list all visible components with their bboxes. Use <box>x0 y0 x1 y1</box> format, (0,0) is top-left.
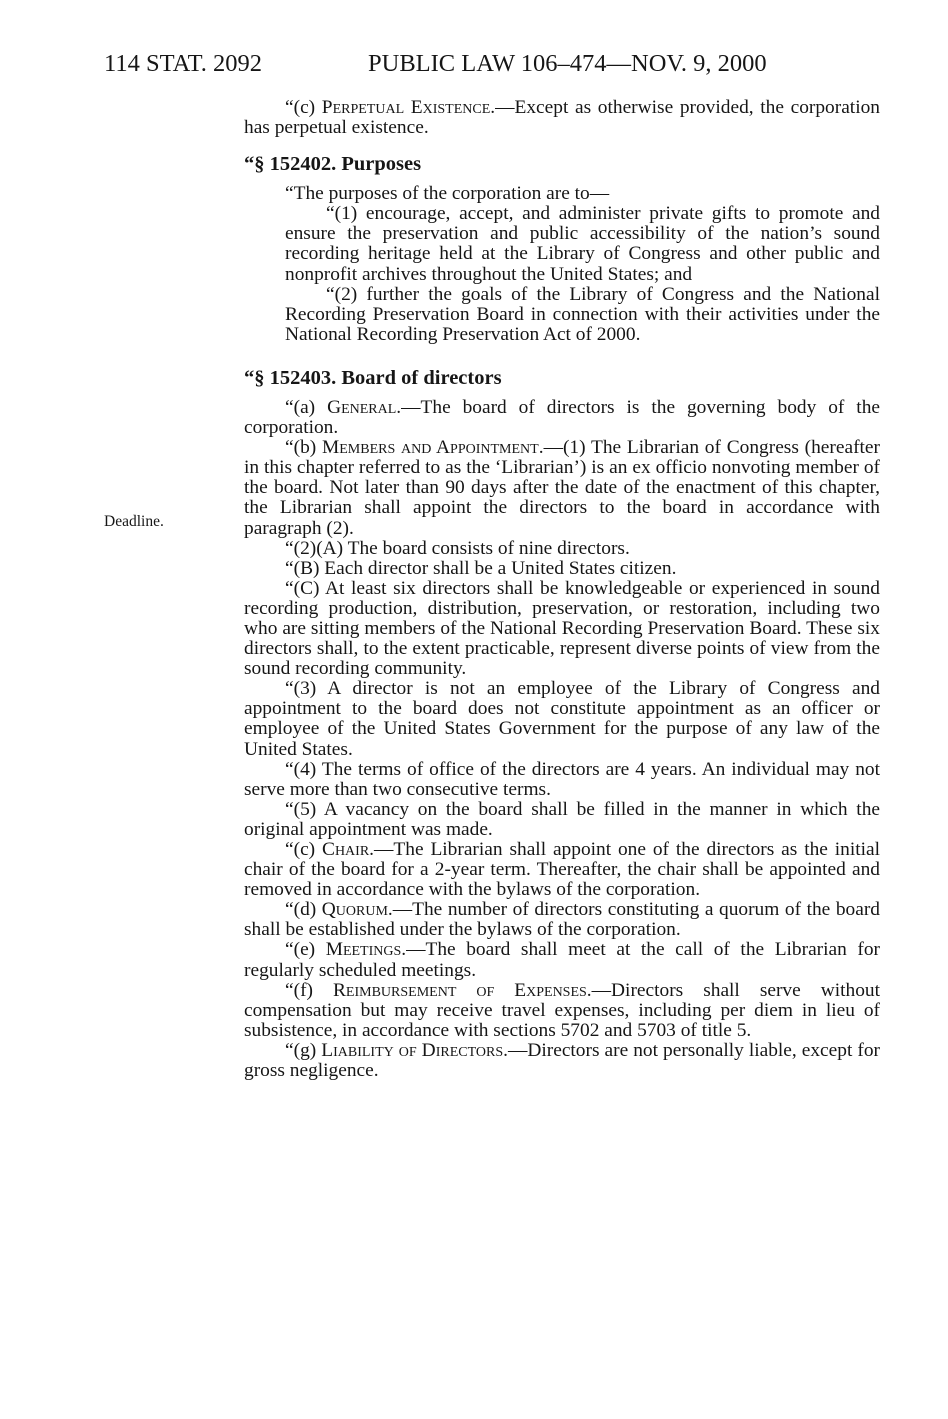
subsection-label: Perpetual Existence. <box>321 97 496 118</box>
subsection-d-quorum: “(d) Quorum.—The number of directors constituting a quorum of the board shall be established under the bylaws of the corporation. <box>244 899 880 941</box>
subsection-f-reimbursement: “(f) Reimbursement of Expenses.—Directors shall serve without compensation but may receive travel expenses, including per diem in lieu of subsistence, in accordance with sections 5702 and 5703 of title 5. <box>244 979 880 1041</box>
subsection-a-general: “(a) General.—The board of directors is the governing body of the corporation. <box>244 396 880 439</box>
subsection-label: Reimbursement of Expenses. <box>332 979 592 1001</box>
subsection-c-chair: “(c) Chair.—The Librarian shall appoint one of the directors as the initial chair of the board for a 2-year term. Thereafter, the chair shall be appointed and removed in accordance with the bylaws of the corporation. <box>244 839 880 901</box>
running-header <box>104 46 804 82</box>
subsection-g-liability: “(g) Liability of Directors.—Directors are not personally liable, except for gross negligence. <box>244 1039 880 1082</box>
purpose-item-1: “(1) encourage, accept, and administer private gifts to promote and ensure the preservation and public accessibility of the nation’s sound recording heritage held at the Library of Congress and other public and nonprofit archives throughout the United States; and <box>285 203 880 285</box>
paragraph-c: “(C) At least six directors shall be knowledgeable or experienced in sound recording production, distribution, preservation, or restoration, including two who are sitting members of the National Recording Preservation Board. These six directors shall, to the extent practicable, represent diverse points of view from the sound recording community. <box>244 577 880 680</box>
subsection-label: Members and Appointment. <box>321 437 544 459</box>
page-number: 114 STAT. 2092 <box>104 50 262 77</box>
subsection-label: General. <box>327 396 402 418</box>
subsection-b-members: “(b) Members and Appointment.—(1) The Librarian of Congress (hereafter in this chapter referred to as the ‘Librarian’) is an ex officio nonvoting member of the board. Not later than 90 days after the date of the enactment of this chapter, the Librarian shall appoint the directors to the board in accordance with paragraph (2). <box>244 437 880 539</box>
paragraph-b: “(B) Each director shall be a United States citizen. <box>285 557 677 579</box>
section-heading-152403: “§ 152403. Board of directors <box>244 366 502 389</box>
purpose-item-2: “(2) further the goals of the Library of Congress and the National Recording Preservation Board in connection with their activities under the National Recording Preservation Act of 2000. <box>285 283 880 345</box>
paragraph-3: “(3) A director is not an employee of the Library of Congress and appointment to the board does not constitute appointment as an officer or employee of the United States Government for the purpose of any law of the United States. <box>244 678 880 760</box>
margin-note-deadline: Deadline. <box>104 513 164 530</box>
purposes-intro: “The purposes of the corporation are to— <box>285 183 610 205</box>
paragraph-4: “(4) The terms of office of the directors are 4 years. An individual may not serve more than two consecutive terms. <box>244 758 880 800</box>
subsection-label: Liability of Directors. <box>321 1039 508 1061</box>
paragraph-2a: “(2)(A) The board consists of nine directors. <box>285 537 630 559</box>
paragraph-5: “(5) A vacancy on the board shall be filled in the manner in which the original appointment was made. <box>244 798 880 840</box>
subsection-label: Quorum. <box>321 899 393 921</box>
subsection-label: Meetings. <box>325 939 407 961</box>
subsection-c-perpetual-existence: “(c) Perpetual Existence.—Except as otherwise provided, the corporation has perpetual existence. <box>244 97 880 139</box>
law-title: PUBLIC LAW 106–474—NOV. 9, 2000 <box>368 50 767 77</box>
subsection-e-meetings: “(e) Meetings.—The board shall meet at the call of the Librarian for regularly scheduled meetings. <box>244 939 880 981</box>
section-heading-152402: “§ 152402. Purposes <box>244 153 422 176</box>
document-body <box>244 98 880 1081</box>
subsection-label: Chair. <box>322 839 375 860</box>
